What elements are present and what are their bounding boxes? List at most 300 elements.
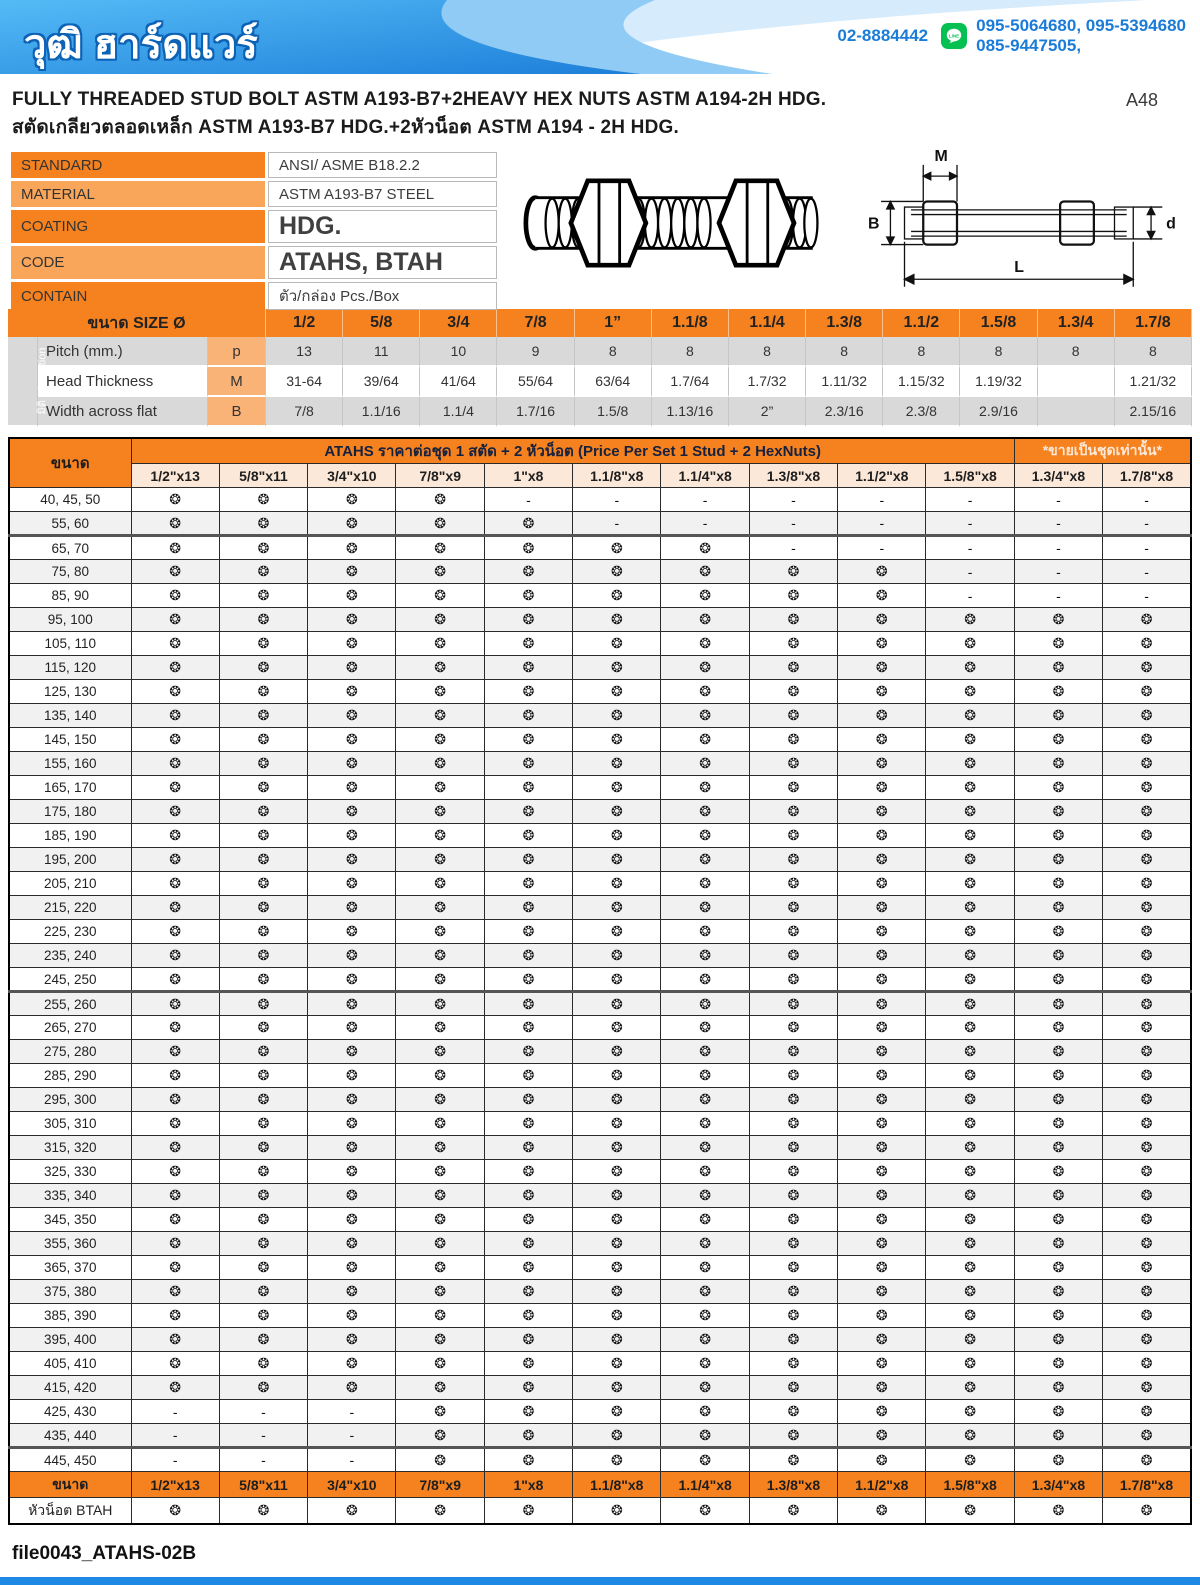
- price-pinwheel-symbol: ❂: [345, 779, 358, 796]
- price-row-label: 235, 240: [9, 944, 131, 968]
- price-pinwheel-symbol: ❂: [522, 1067, 535, 1084]
- price-cell: [661, 1088, 749, 1112]
- price-cell: [396, 896, 484, 920]
- price-pinwheel-symbol: ❂: [610, 1115, 623, 1132]
- price-cell: [573, 752, 661, 776]
- price-pinwheel-symbol: ❂: [345, 755, 358, 772]
- price-pinwheel-symbol: ❂: [1052, 1502, 1065, 1519]
- price-pinwheel-symbol: ❂: [787, 803, 800, 820]
- price-cell: [749, 656, 837, 680]
- price-cell: [838, 560, 926, 584]
- price-cell: [1014, 1400, 1102, 1424]
- price-cell: [573, 1498, 661, 1525]
- price-cell: [396, 1040, 484, 1064]
- price-pinwheel-symbol: ❂: [169, 587, 182, 604]
- price-pinwheel-symbol: ❂: [787, 1502, 800, 1519]
- price-cell: [219, 776, 307, 800]
- price-pinwheel-symbol: ❂: [345, 707, 358, 724]
- price-pinwheel-symbol: ❂: [169, 970, 182, 987]
- price-cell: [484, 968, 572, 992]
- price-pinwheel-symbol: ❂: [522, 995, 535, 1012]
- price-cell: [749, 1376, 837, 1400]
- table-row: [9, 560, 1191, 584]
- price-cell: [396, 1304, 484, 1328]
- price-pinwheel-symbol: ❂: [699, 1355, 711, 1372]
- price-pinwheel-symbol: ❂: [257, 1283, 270, 1300]
- price-cell: [838, 920, 926, 944]
- price-cell: [396, 1064, 484, 1088]
- price-pinwheel-symbol: ❂: [787, 1259, 800, 1276]
- price-cell: [926, 704, 1014, 728]
- price-pinwheel-symbol: ❂: [345, 1019, 358, 1036]
- price-cell: [1103, 800, 1191, 824]
- price-pinwheel-symbol: ❂: [699, 1331, 711, 1348]
- price-cell: [661, 1064, 749, 1088]
- price-pinwheel-symbol: ❂: [964, 1019, 976, 1036]
- price-cell: [838, 800, 926, 824]
- price-cell: [661, 992, 749, 1016]
- price-row-label: 385, 390: [9, 1304, 131, 1328]
- price-pinwheel-symbol: ❂: [169, 1331, 182, 1348]
- price-cell: [131, 1136, 219, 1160]
- table-row: [9, 584, 1191, 608]
- price-pinwheel-symbol: ❂: [169, 1307, 182, 1324]
- price-pinwheel-symbol: ❂: [434, 1091, 447, 1108]
- price-pinwheel-symbol: ❂: [875, 1379, 888, 1396]
- table-row: [9, 1232, 1191, 1256]
- price-cell: [484, 1232, 572, 1256]
- price-column-header: 1.1/2"x8: [838, 464, 926, 488]
- table-row: [9, 488, 1191, 512]
- dim-value-cell: 8: [575, 337, 652, 367]
- price-pinwheel-symbol: ❂: [434, 803, 447, 820]
- price-cell: [484, 1136, 572, 1160]
- price-cell: [308, 1064, 396, 1088]
- price-cell: [396, 1448, 484, 1472]
- price-pinwheel-symbol: ❂: [610, 1091, 623, 1108]
- price-pinwheel-symbol: ❂: [169, 803, 182, 820]
- price-cell: [573, 704, 661, 728]
- price-pinwheel-symbol: ❂: [875, 947, 888, 964]
- price-pinwheel-symbol: ❂: [699, 1187, 711, 1204]
- price-cell: [396, 1136, 484, 1160]
- price-cell: [573, 632, 661, 656]
- price-pinwheel-symbol: ❂: [345, 491, 358, 508]
- price-cell: -: [661, 488, 749, 512]
- price-cell: [1014, 1016, 1102, 1040]
- price-cell: [749, 632, 837, 656]
- price-cell: -: [308, 1448, 396, 1472]
- price-cell: [838, 1498, 926, 1525]
- price-pinwheel-symbol: ❂: [1052, 970, 1065, 987]
- price-row-label: 55, 60: [9, 512, 131, 536]
- price-cell: [1014, 1376, 1102, 1400]
- price-cell: [131, 872, 219, 896]
- price-row-label: 40, 45, 50: [9, 488, 131, 512]
- price-footer-column: 1.1/2"x8: [838, 1472, 926, 1498]
- price-pinwheel-symbol: ❂: [964, 1187, 976, 1204]
- price-pinwheel-symbol: ❂: [699, 1379, 711, 1396]
- price-cell: [573, 1400, 661, 1424]
- price-cell: [749, 1112, 837, 1136]
- price-pinwheel-symbol: ❂: [257, 683, 270, 700]
- price-pinwheel-symbol: ❂: [964, 851, 976, 868]
- price-pinwheel-symbol: ❂: [610, 1451, 623, 1468]
- price-cell: [484, 1064, 572, 1088]
- price-cell: -: [1014, 488, 1102, 512]
- price-cell: -: [131, 1424, 219, 1448]
- price-pinwheel-symbol: ❂: [1140, 1379, 1153, 1396]
- price-cell: [661, 1448, 749, 1472]
- dim-symbol-cell: M: [208, 367, 266, 397]
- price-cell: [219, 944, 307, 968]
- price-cell: [396, 1088, 484, 1112]
- price-cell: [926, 1184, 1014, 1208]
- price-pinwheel-symbol: ❂: [699, 995, 711, 1012]
- dim-symbol-cell: p: [208, 337, 266, 367]
- price-pinwheel-symbol: ❂: [522, 539, 535, 556]
- price-cell: [1103, 776, 1191, 800]
- price-cell: [131, 608, 219, 632]
- price-pinwheel-symbol: ❂: [345, 947, 358, 964]
- price-pinwheel-symbol: ❂: [522, 875, 535, 892]
- price-cell: [1014, 632, 1102, 656]
- price-pinwheel-symbol: ❂: [434, 587, 447, 604]
- price-cell: [1014, 1064, 1102, 1088]
- price-pinwheel-symbol: ❂: [345, 635, 358, 652]
- price-pinwheel-symbol: ❂: [522, 1043, 535, 1060]
- price-footer-column: 1.1/8"x8: [573, 1472, 661, 1498]
- price-pinwheel-symbol: ❂: [257, 1139, 270, 1156]
- price-column-header: 1/2"x13: [131, 464, 219, 488]
- price-pinwheel-symbol: ❂: [875, 1187, 888, 1204]
- price-cell: [131, 1352, 219, 1376]
- price-cell: [1014, 752, 1102, 776]
- price-pinwheel-symbol: ❂: [257, 1091, 270, 1108]
- price-cell: [308, 728, 396, 752]
- spec-row: [11, 152, 497, 178]
- price-cell: -: [573, 488, 661, 512]
- price-cell: [1103, 1160, 1191, 1184]
- price-pinwheel-symbol: ❂: [1052, 1019, 1065, 1036]
- price-pinwheel-symbol: ❂: [169, 683, 182, 700]
- phone-number-main: 02-8884442: [837, 26, 929, 46]
- price-cell: [219, 872, 307, 896]
- price-footer-column: 1.3/8"x8: [749, 1472, 837, 1498]
- price-cell: -: [838, 488, 926, 512]
- price-cell: [749, 1304, 837, 1328]
- price-pinwheel-symbol: ❂: [169, 1187, 182, 1204]
- price-cell: [573, 776, 661, 800]
- price-pinwheel-symbol: ❂: [345, 875, 358, 892]
- price-cell: [131, 632, 219, 656]
- price-cell: [573, 1016, 661, 1040]
- price-pinwheel-symbol: ❂: [257, 803, 270, 820]
- price-cell: [838, 896, 926, 920]
- price-pinwheel-symbol: ❂: [964, 923, 976, 940]
- price-cell: [131, 824, 219, 848]
- price-cell: [661, 1280, 749, 1304]
- price-pinwheel-symbol: ❂: [434, 514, 447, 531]
- price-cell: [219, 704, 307, 728]
- price-cell: [396, 1184, 484, 1208]
- dim-label-m: M: [934, 148, 948, 166]
- price-footer-column: 1.5/8"x8: [926, 1472, 1014, 1498]
- table-row: [9, 1304, 1191, 1328]
- price-cell: [661, 1256, 749, 1280]
- price-row-label: 375, 380: [9, 1280, 131, 1304]
- price-row-label: 325, 330: [9, 1160, 131, 1184]
- price-pinwheel-symbol: ❂: [522, 755, 535, 772]
- price-pinwheel-symbol: ❂: [345, 563, 358, 580]
- price-cell: [131, 560, 219, 584]
- price-cell: [1103, 1232, 1191, 1256]
- price-cell: [838, 872, 926, 896]
- price-cell: [484, 536, 572, 560]
- price-cell: [749, 872, 837, 896]
- price-cell: [1103, 848, 1191, 872]
- price-pinwheel-symbol: ❂: [1052, 659, 1065, 676]
- price-cell: [573, 1448, 661, 1472]
- price-pinwheel-symbol: ❂: [1140, 1187, 1153, 1204]
- price-pinwheel-symbol: ❂: [345, 1502, 358, 1519]
- price-cell: [308, 872, 396, 896]
- price-cell: [749, 1016, 837, 1040]
- contact-info: [837, 16, 1186, 57]
- price-pinwheel-symbol: ❂: [787, 1211, 800, 1228]
- price-pinwheel-symbol: ❂: [1052, 803, 1065, 820]
- price-cell: [749, 608, 837, 632]
- price-pinwheel-symbol: ❂: [1140, 1091, 1153, 1108]
- dim-value-cell: 1.21/32: [1115, 367, 1192, 397]
- price-pinwheel-symbol: ❂: [610, 1187, 623, 1204]
- price-cell: [484, 560, 572, 584]
- price-cell: [926, 1280, 1014, 1304]
- price-cell: [749, 992, 837, 1016]
- price-pinwheel-symbol: ❂: [257, 1235, 270, 1252]
- price-cell: [308, 584, 396, 608]
- price-pinwheel-symbol: ❂: [1140, 1163, 1153, 1180]
- price-pinwheel-symbol: ❂: [610, 1403, 623, 1420]
- price-cell: [661, 1304, 749, 1328]
- price-pinwheel-symbol: ❂: [1140, 779, 1153, 796]
- price-cell: [926, 1352, 1014, 1376]
- price-pinwheel-symbol: ❂: [699, 1211, 711, 1228]
- header-band: [0, 0, 1200, 74]
- price-row-label: 155, 160: [9, 752, 131, 776]
- price-row-label: 215, 220: [9, 896, 131, 920]
- price-cell: [396, 968, 484, 992]
- price-pinwheel-symbol: ❂: [875, 875, 888, 892]
- price-cell: [131, 680, 219, 704]
- price-cell: [484, 1040, 572, 1064]
- price-footer-column: 3/4"x10: [308, 1472, 396, 1498]
- price-cell: [661, 968, 749, 992]
- price-cell: -: [926, 488, 1014, 512]
- price-cell: [661, 1400, 749, 1424]
- line-app-icon: [941, 23, 967, 49]
- price-pinwheel-symbol: ❂: [787, 1067, 800, 1084]
- price-cell: [838, 968, 926, 992]
- price-pinwheel-symbol: ❂: [522, 514, 535, 531]
- price-cell: [661, 680, 749, 704]
- price-pinwheel-symbol: ❂: [875, 1426, 888, 1443]
- price-cell: [749, 1184, 837, 1208]
- dim-value-cell: 8: [960, 337, 1037, 367]
- price-cell: [396, 728, 484, 752]
- price-cell: [1014, 824, 1102, 848]
- price-cell: [1103, 1256, 1191, 1280]
- price-row-label: 195, 200: [9, 848, 131, 872]
- price-pinwheel-symbol: ❂: [787, 827, 800, 844]
- price-cell: [1014, 1136, 1102, 1160]
- price-pinwheel-symbol: ❂: [875, 1502, 888, 1519]
- price-pinwheel-symbol: ❂: [345, 539, 358, 556]
- price-pinwheel-symbol: ❂: [699, 1502, 711, 1519]
- price-cell: [1103, 872, 1191, 896]
- price-cell: -: [1014, 536, 1102, 560]
- price-pinwheel-symbol: ❂: [610, 1379, 623, 1396]
- price-pinwheel-symbol: ❂: [434, 683, 447, 700]
- price-cell: [484, 680, 572, 704]
- price-column-header: 3/4"x10: [308, 464, 396, 488]
- dim-size-header: 1/2: [266, 309, 343, 337]
- price-column-header: 5/8"x11: [219, 464, 307, 488]
- price-cell: [661, 752, 749, 776]
- price-pinwheel-symbol: ❂: [699, 659, 711, 676]
- price-pinwheel-symbol: ❂: [875, 1307, 888, 1324]
- price-cell: [308, 1088, 396, 1112]
- phone-number-mobile-2: 085-9447505,: [976, 36, 1082, 56]
- price-pinwheel-symbol: ❂: [345, 1139, 358, 1156]
- price-cell: [484, 512, 572, 536]
- price-pinwheel-symbol: ❂: [1052, 1426, 1065, 1443]
- price-pinwheel-symbol: ❂: [1140, 923, 1153, 940]
- table-row: [9, 1376, 1191, 1400]
- price-cell: [131, 1016, 219, 1040]
- price-pinwheel-symbol: ❂: [1140, 1019, 1153, 1036]
- price-pinwheel-symbol: ❂: [787, 923, 800, 940]
- price-pinwheel-symbol: ❂: [875, 1331, 888, 1348]
- price-pinwheel-symbol: ❂: [522, 707, 535, 724]
- price-pinwheel-symbol: ❂: [964, 707, 976, 724]
- price-cell: [131, 728, 219, 752]
- price-pinwheel-symbol: ❂: [1140, 611, 1153, 628]
- dim-label-d: d: [1166, 215, 1176, 233]
- price-cell: [396, 608, 484, 632]
- dim-value-cell: 55/64: [497, 367, 574, 397]
- price-pinwheel-symbol: ❂: [787, 1163, 800, 1180]
- price-row-label: 95, 100: [9, 608, 131, 632]
- price-pinwheel-symbol: ❂: [169, 635, 182, 652]
- price-cell: [661, 704, 749, 728]
- price-pinwheel-symbol: ❂: [345, 1235, 358, 1252]
- price-pinwheel-symbol: ❂: [610, 779, 623, 796]
- price-cell: [838, 1208, 926, 1232]
- price-pinwheel-symbol: ❂: [169, 539, 182, 556]
- dim-size-header: 1.1/4: [729, 309, 806, 337]
- price-pinwheel-symbol: ❂: [1052, 1139, 1065, 1156]
- price-pinwheel-symbol: ❂: [875, 779, 888, 796]
- price-pinwheel-symbol: ❂: [257, 1187, 270, 1204]
- price-pinwheel-symbol: ❂: [169, 1235, 182, 1252]
- price-pinwheel-symbol: ❂: [434, 1019, 447, 1036]
- dim-value-cell: 63/64: [575, 367, 652, 397]
- price-cell: [131, 944, 219, 968]
- price-cell: [749, 1448, 837, 1472]
- price-cell: [1014, 1232, 1102, 1256]
- price-row-label: 185, 190: [9, 824, 131, 848]
- price-pinwheel-symbol: ❂: [1052, 635, 1065, 652]
- price-cell: [131, 1184, 219, 1208]
- price-cell: [573, 560, 661, 584]
- price-pinwheel-symbol: ❂: [1052, 899, 1065, 916]
- price-cell: [1103, 992, 1191, 1016]
- price-pinwheel-symbol: ❂: [875, 1283, 888, 1300]
- price-cell: [926, 800, 1014, 824]
- price-pinwheel-symbol: ❂: [257, 1259, 270, 1276]
- price-cell: [573, 944, 661, 968]
- price-pinwheel-symbol: ❂: [257, 1163, 270, 1180]
- price-pinwheel-symbol: ❂: [345, 827, 358, 844]
- price-cell: [926, 1304, 1014, 1328]
- price-pinwheel-symbol: ❂: [345, 995, 358, 1012]
- price-cell: [131, 536, 219, 560]
- price-column-header: 1.5/8"x8: [926, 464, 1014, 488]
- price-cell: -: [308, 1424, 396, 1448]
- price-pinwheel-symbol: ❂: [434, 755, 447, 772]
- dim-value-cell: 2”: [729, 397, 806, 427]
- price-cell: [1014, 1448, 1102, 1472]
- price-cell: -: [219, 1424, 307, 1448]
- price-pinwheel-symbol: ❂: [787, 1403, 800, 1420]
- price-cell: [661, 896, 749, 920]
- price-set-only-note: *ขายเป็นชุดเท่านั้น*: [1014, 438, 1191, 464]
- table-row: [9, 1208, 1191, 1232]
- price-pinwheel-symbol: ❂: [964, 1426, 976, 1443]
- price-cell: [219, 848, 307, 872]
- price-pinwheel-symbol: ❂: [522, 587, 535, 604]
- price-row-label: 265, 270: [9, 1016, 131, 1040]
- price-pinwheel-symbol: ❂: [699, 731, 711, 748]
- price-cell: [573, 536, 661, 560]
- price-cell: [838, 1256, 926, 1280]
- price-cell: [573, 608, 661, 632]
- dim-value-cell: 7/8: [266, 397, 343, 427]
- price-pinwheel-symbol: ❂: [699, 1259, 711, 1276]
- price-cell: [219, 1280, 307, 1304]
- table-row: [9, 656, 1191, 680]
- price-pinwheel-symbol: ❂: [169, 659, 182, 676]
- table-row: [9, 1160, 1191, 1184]
- price-cell: [1014, 1160, 1102, 1184]
- price-pinwheel-symbol: ❂: [610, 851, 623, 868]
- price-pinwheel-symbol: ❂: [787, 683, 800, 700]
- price-cell: [219, 896, 307, 920]
- price-cell: [484, 848, 572, 872]
- price-pinwheel-symbol: ❂: [610, 803, 623, 820]
- spec-value: ANSI/ ASME B18.2.2: [268, 152, 497, 178]
- price-cell: [573, 656, 661, 680]
- price-cell: [219, 632, 307, 656]
- price-pinwheel-symbol: ❂: [610, 1067, 623, 1084]
- price-pinwheel-symbol: ❂: [522, 803, 535, 820]
- dim-value-cell: 1.7/64: [652, 367, 729, 397]
- price-cell: [219, 560, 307, 584]
- price-cell: [926, 968, 1014, 992]
- stud-bolt-dimension-diagram: [848, 148, 1186, 298]
- price-cell: -: [926, 560, 1014, 584]
